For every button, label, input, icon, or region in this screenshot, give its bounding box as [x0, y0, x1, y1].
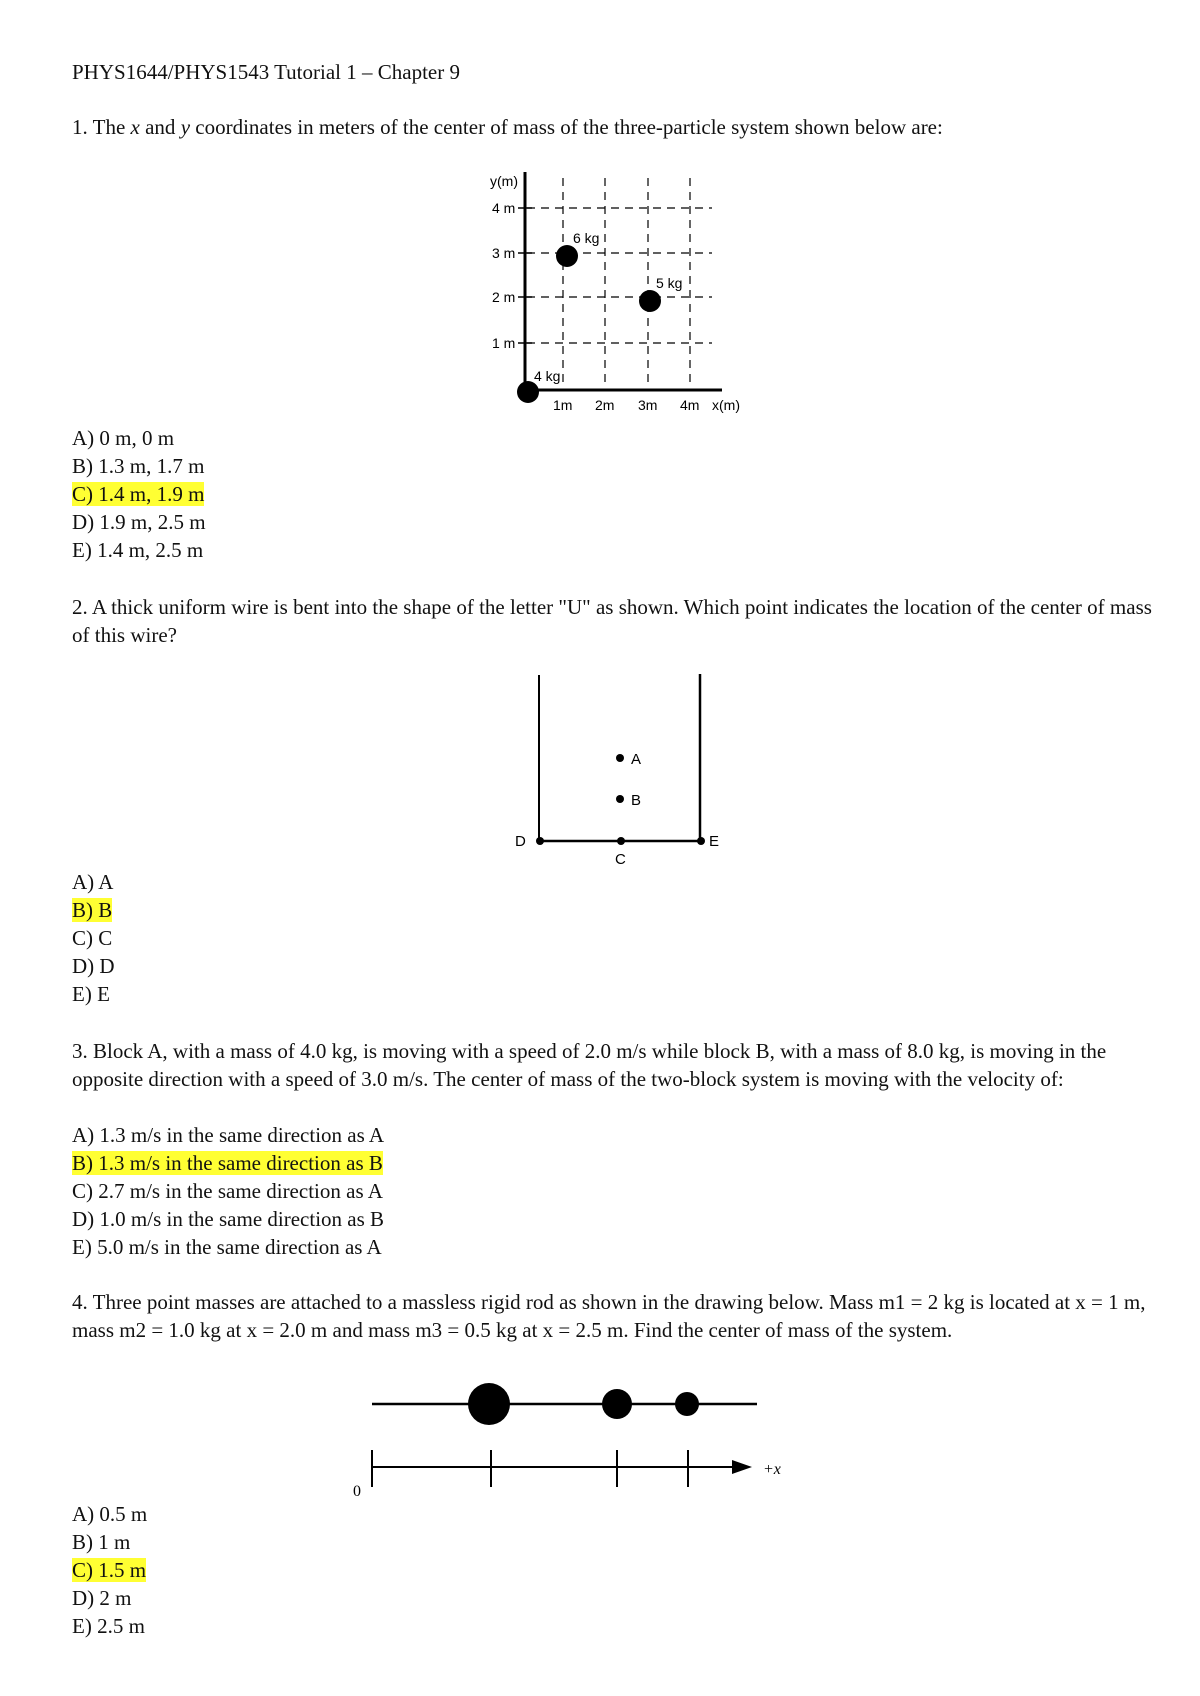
q4-mass-m1: [468, 1383, 510, 1425]
q1-y-tick: 4 m: [492, 200, 516, 216]
q1-mass-label: 5 kg: [656, 275, 683, 291]
question-1: 1. The x and y coordinates in meters of the center of mass of the three-particle system shown below are:: [72, 115, 943, 139]
question-3: 3. Block A, with a mass of 4.0 kg, is moving with a speed of 2.0 m/s while block B, with a mass of 8.0 kg, is moving in the opposite direction with a speed of 3.0 m/s. The center of mass of the two-block system is moving with the velocity of:: [72, 1039, 1107, 1091]
q1-y-tick: 1 m: [492, 335, 516, 351]
q3-option-c: C) 2.7 m/s in the same direction as A: [72, 1179, 383, 1203]
q1-y-axis-label: y(m): [490, 173, 518, 189]
q2-option-a: A) A: [72, 870, 114, 894]
q1-option-a: A) 0 m, 0 m: [72, 426, 175, 450]
q4-option-a: A) 0.5 m: [72, 1502, 148, 1526]
q2-label-d: D: [515, 833, 526, 850]
q3-option-d: D) 1.0 m/s in the same direction as B: [72, 1207, 385, 1231]
q1-x-tick: 4m: [680, 397, 700, 413]
q4-axis-label: +x: [763, 1461, 781, 1478]
q4-options: [72, 1500, 147, 1640]
q1-option-b: B) 1.3 m, 1.7 m: [72, 454, 205, 478]
q2-option-e: E) E: [72, 982, 110, 1006]
q2-option-d: D) D: [72, 954, 115, 978]
q4-option-b: B) 1 m: [72, 1530, 131, 1554]
q1-y-tick: 3 m: [492, 245, 516, 261]
q2-label-a: A: [631, 751, 642, 768]
q4-origin-label: 0: [353, 1483, 361, 1500]
q1-x-tick: 3m: [638, 397, 658, 413]
correct-answer-highlight: C) 1.5 m: [72, 1558, 147, 1582]
q1-x-axis-label: x(m): [712, 397, 740, 413]
correct-answer-highlight: B) B: [72, 898, 113, 922]
q1-option-e: E) 1.4 m, 2.5 m: [72, 538, 204, 562]
question-4: 4. Three point masses are attached to a massless rigid rod as shown in the drawing below. Mass m1 = 2 kg is located at x = 1 m, mass m2 = 1.0 kg at x = 2.0 m and mass m3 = 0.5 kg at x = 2.5 m. Find the center of mass of the system.: [72, 1290, 1146, 1342]
q3-option-a: A) 1.3 m/s in the same direction as A: [72, 1123, 385, 1147]
question-2: 2. A thick uniform wire is bent into the shape of the letter "U" as shown. Which point indicates the location of the center of mass of this wire?: [72, 595, 1152, 647]
q4-mass-m2: [602, 1389, 632, 1419]
q1-mass-label: 6 kg: [573, 230, 600, 246]
q2-label-e: E: [709, 833, 720, 850]
q2-label-b: B: [631, 792, 642, 809]
q4-option-e: E) 2.5 m: [72, 1614, 145, 1638]
q2-option-c: C) C: [72, 926, 113, 950]
q1-option-d: D) 1.9 m, 2.5 m: [72, 510, 206, 534]
q2-label-c: C: [615, 851, 626, 868]
q4-option-c: [72, 1556, 147, 1584]
correct-answer-highlight: B) 1.3 m/s in the same direction as B: [72, 1151, 383, 1175]
q3-option-e: E) 5.0 m/s in the same direction as A: [72, 1235, 382, 1259]
q1-y-tick: 2 m: [492, 289, 516, 305]
q1-mass-label: 4 kg: [534, 368, 561, 384]
q4-mass-m3: [675, 1392, 699, 1416]
document-title: PHYS1644/PHYS1543 Tutorial 1 – Chapter 9: [72, 60, 460, 84]
correct-answer-highlight: C) 1.4 m, 1.9 m: [72, 482, 205, 506]
q1-x-tick: 1m: [553, 397, 573, 413]
q1-x-tick: 2m: [595, 397, 615, 413]
q4-option-d: D) 2 m: [72, 1586, 132, 1610]
